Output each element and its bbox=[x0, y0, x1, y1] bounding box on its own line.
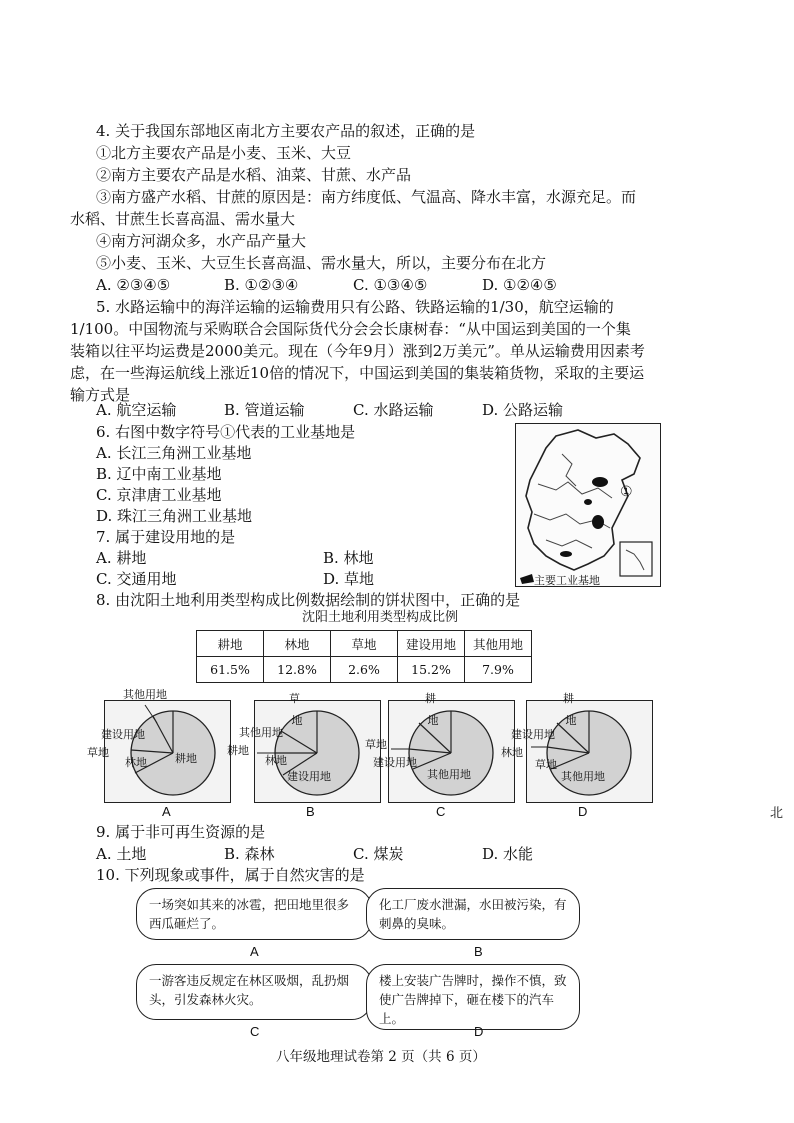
pie-d-letter: D bbox=[578, 804, 588, 819]
q4-statement-4: ④南方河湖众多，水产品产量大 bbox=[96, 232, 307, 250]
q7-option-b[interactable]: B. 林地 bbox=[323, 549, 374, 567]
pie-chart-a[interactable] bbox=[87, 688, 231, 803]
q5-option-b[interactable]: B. 管道运输 bbox=[224, 401, 305, 419]
map-marker-1: ① bbox=[620, 484, 633, 500]
pie-b-label-top: 草 bbox=[289, 692, 300, 705]
pie-c-label-construction: 建设用地 bbox=[373, 756, 417, 769]
q5-line-3: 装箱以往平均运费是2000美元。现在（今年9月）涨到2万美元”。单从运输费用因素考 bbox=[70, 342, 645, 360]
value-grassland: 2.6% bbox=[331, 657, 398, 683]
pie-d-graphic bbox=[527, 701, 652, 802]
pie-c-letter: C bbox=[436, 804, 446, 819]
q10-option-a-box[interactable]: 一场突如其来的冰雹，把田地里很多西瓜砸烂了。 bbox=[136, 888, 372, 940]
q6-option-c[interactable]: C. 京津唐工业基地 bbox=[96, 486, 222, 504]
pie-c-graphic bbox=[389, 701, 514, 802]
q9-stem: 9. 属于非可再生资源的是 bbox=[96, 823, 266, 841]
land-use-table bbox=[196, 630, 532, 683]
q4-statement-5: ⑤小麦、玉米、大豆生长喜高温、需水量大，所以，主要分布在北方 bbox=[96, 254, 547, 272]
q10-option-d-letter: D bbox=[474, 1024, 484, 1039]
pie-d-label-top: 耕 bbox=[563, 692, 574, 705]
q4-stem: 4. 关于我国东部地区南北方主要农产品的叙述，正确的是 bbox=[96, 122, 476, 140]
page-footer: 八年级地理试卷第 2 页（共 6 页） bbox=[276, 1049, 486, 1065]
q7-option-c[interactable]: C. 交通用地 bbox=[96, 570, 177, 588]
header-construction: 建设用地 bbox=[398, 631, 465, 657]
map-outline bbox=[516, 424, 660, 586]
pie-b-label-top-2: 地 bbox=[291, 714, 303, 727]
q4-option-d[interactable]: D. ①②④⑤ bbox=[482, 276, 557, 294]
q5-option-a[interactable]: A. 航空运输 bbox=[96, 401, 177, 419]
value-other: 7.9% bbox=[465, 657, 532, 683]
q7-option-d[interactable]: D. 草地 bbox=[323, 570, 375, 588]
value-construction: 15.2% bbox=[398, 657, 465, 683]
q10-option-b-letter: B bbox=[474, 944, 483, 959]
header-grassland: 草地 bbox=[331, 631, 398, 657]
pie-d-label-construction: 建设用地 bbox=[511, 728, 555, 741]
pie-a-graphic bbox=[105, 701, 230, 802]
pie-b-label-cropland: 耕地 bbox=[227, 744, 249, 757]
q9-option-c[interactable]: C. 煤炭 bbox=[353, 845, 404, 863]
pie-d-label-other: 其他用地 bbox=[561, 770, 605, 783]
q4-statement-1: ①北方主要农产品是小麦、玉米、大豆 bbox=[96, 144, 352, 162]
pie-a-label-other: 其他用地 bbox=[123, 688, 167, 701]
q8-table-title: 沈阳土地利用类型构成比例 bbox=[302, 610, 459, 625]
pie-b-label-forest: 林地 bbox=[265, 754, 287, 767]
q5-option-c[interactable]: C. 水路运输 bbox=[353, 401, 434, 419]
pie-a-label-grassland: 草地 bbox=[87, 746, 109, 759]
pie-b-graphic bbox=[255, 701, 380, 802]
pie-c-label-other: 其他用地 bbox=[427, 768, 471, 781]
china-industrial-map bbox=[515, 423, 661, 587]
q4-statement-3-cont: 水稻、甘蔗生长喜高温、需水量大 bbox=[70, 210, 296, 228]
pie-b-letter: B bbox=[306, 804, 315, 819]
header-other: 其他用地 bbox=[465, 631, 532, 657]
q9-option-d[interactable]: D. 水能 bbox=[482, 845, 534, 863]
value-forest: 12.8% bbox=[264, 657, 331, 683]
margin-text: 北 bbox=[770, 806, 784, 821]
pie-b-label-construction: 建设用地 bbox=[287, 770, 331, 783]
q10-option-b-box[interactable]: 化工厂废水泄漏，水田被污染，有刺鼻的臭味。 bbox=[366, 888, 580, 940]
pie-a-letter: A bbox=[162, 804, 171, 819]
q8-stem: 8. 由沈阳土地利用类型构成比例数据绘制的饼状图中，正确的是 bbox=[96, 591, 521, 609]
q10-option-c-box[interactable]: 一游客违反规定在林区吸烟，乱扔烟头，引发森林火灾。 bbox=[136, 964, 372, 1020]
pie-a-label-cropland: 耕地 bbox=[175, 752, 197, 765]
pie-chart-b[interactable] bbox=[227, 692, 381, 803]
q4-statement-2: ②南方主要农产品是水稻、油菜、甘蔗、水产品 bbox=[96, 166, 412, 184]
q10-option-c-letter: C bbox=[250, 1024, 260, 1039]
value-cropland: 61.5% bbox=[197, 657, 264, 683]
q10-option-d-box[interactable]: 楼上安装广告牌时，操作不慎，致使广告牌掉下，砸在楼下的汽车上。 bbox=[366, 964, 580, 1030]
pie-c-label-top: 耕 bbox=[425, 692, 436, 705]
pie-chart-d[interactable] bbox=[501, 692, 653, 803]
pie-d-label-top-2: 地 bbox=[565, 714, 577, 727]
q4-option-c[interactable]: C. ①③④⑤ bbox=[353, 276, 428, 294]
header-forest: 林地 bbox=[264, 631, 331, 657]
q7-option-a[interactable]: A. 耕地 bbox=[96, 549, 147, 567]
pie-c-label-top-2: 地 bbox=[427, 714, 439, 727]
q6-stem: 6. 右图中数字符号①代表的工业基地是 bbox=[96, 423, 356, 441]
q4-option-a[interactable]: A. ②③④⑤ bbox=[96, 276, 171, 294]
map-legend-label: 主要工业基地 bbox=[534, 575, 600, 587]
q9-option-b[interactable]: B. 森林 bbox=[224, 845, 275, 863]
pie-a-label-forest: 林地 bbox=[125, 756, 147, 769]
pie-b-label-other: 其他用地 bbox=[239, 726, 283, 739]
pie-chart-c[interactable] bbox=[365, 692, 515, 803]
q5-line-4: 虑，在一些海运航线上涨近10倍的情况下，中国运到美国的集装箱货物，采取的主要运 bbox=[70, 364, 645, 382]
pie-d-label-grassland: 草地 bbox=[535, 758, 557, 771]
pie-c-label-grassland: 草地 bbox=[365, 738, 387, 751]
q5-line-5: 输方式是 bbox=[70, 386, 131, 404]
pie-d-label-forest: 林地 bbox=[501, 746, 523, 759]
pie-a-label-construction: 建设用地 bbox=[101, 728, 145, 741]
q6-option-b[interactable]: B. 辽中南工业基地 bbox=[96, 465, 222, 483]
q6-option-d[interactable]: D. 珠江三角洲工业基地 bbox=[96, 507, 253, 525]
q6-option-a[interactable]: A. 长江三角洲工业基地 bbox=[96, 444, 252, 462]
q4-statement-3: ③南方盛产水稻、甘蔗的原因是：南方纬度低、气温高、降水丰富，水源充足。而 bbox=[96, 188, 637, 206]
q5-line-1: 5. 水路运输中的海洋运输的运输费用只有公路、铁路运输的1/30，航空运输的 bbox=[96, 298, 614, 316]
q10-stem: 10. 下列现象或事件，属于自然灾害的是 bbox=[96, 866, 365, 884]
q7-stem: 7. 属于建设用地的是 bbox=[96, 528, 236, 546]
q9-option-a[interactable]: A. 土地 bbox=[96, 845, 147, 863]
q5-option-d[interactable]: D. 公路运输 bbox=[482, 401, 564, 419]
q4-option-b[interactable]: B. ①②③④ bbox=[224, 276, 299, 294]
header-cropland: 耕地 bbox=[197, 631, 264, 657]
q5-line-2: 1/100。中国物流与采购联合会国际货代分会会长康树春：“从中国运到美国的一个集 bbox=[70, 320, 631, 338]
q10-option-a-letter: A bbox=[250, 944, 259, 959]
